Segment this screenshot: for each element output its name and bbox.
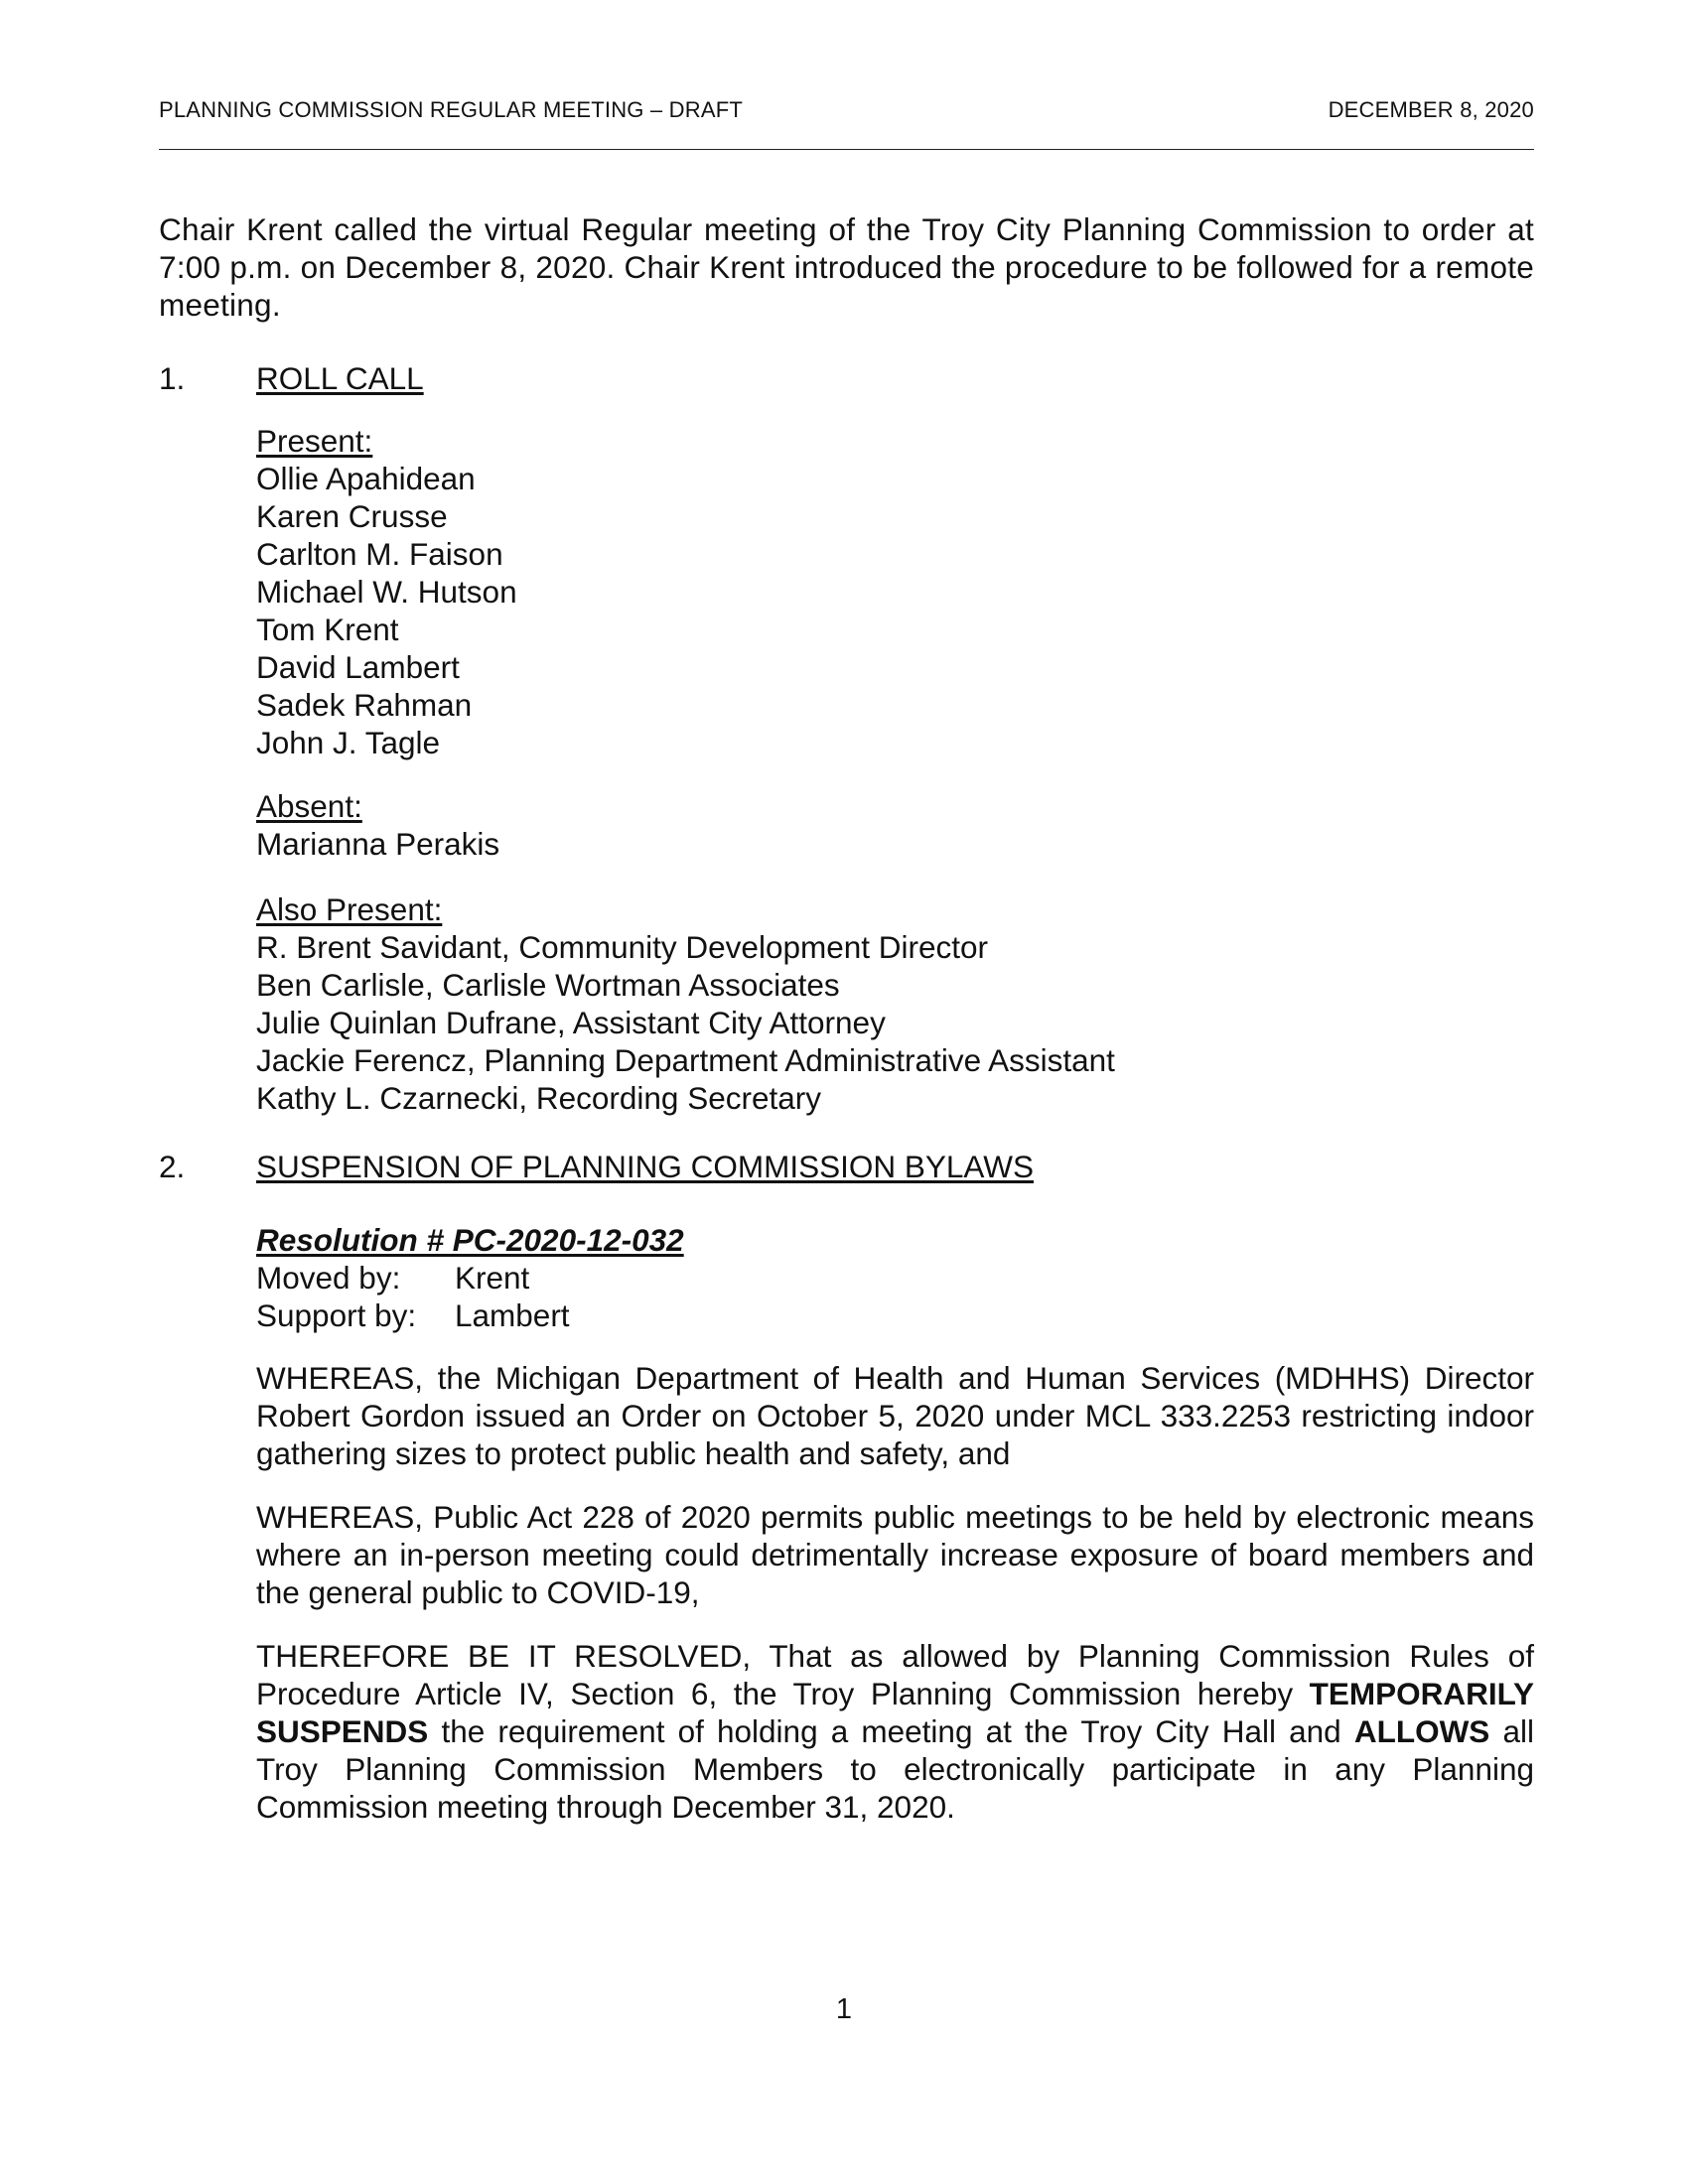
list-item: Tom Krent	[256, 612, 399, 647]
therefore-text-1: THEREFORE BE IT RESOLVED, That as allowed by Planning Commission Rules of Procedure Article IV, Section 6, the Troy Planning Commission hereby	[256, 1638, 1534, 1711]
list-item: Marianna Perakis	[256, 826, 500, 862]
list-item: Kathy L. Czarnecki, Recording Secretary	[256, 1080, 821, 1116]
list-item: Carlton M. Faison	[256, 536, 503, 572]
page-number: 1	[835, 1993, 853, 2025]
support-by-value: Lambert	[455, 1297, 570, 1333]
list-item: John J. Tagle	[256, 725, 441, 760]
absent-label: Absent:	[256, 788, 362, 824]
whereas-paragraph-2: WHEREAS, Public Act 228 of 2020 permits public meetings to be held by electronic means where an in-person meeting could detrimentally increase exposure of board members and the general public to COVID-19,	[256, 1499, 1534, 1610]
present-label: Present:	[256, 423, 373, 459]
section-2-number: 2.	[159, 1149, 186, 1184]
support-by-label: Support by:	[256, 1297, 417, 1333]
present-list	[256, 422, 1534, 761]
therefore-paragraph	[256, 1637, 1534, 1826]
list-item: Karen Crusse	[256, 498, 448, 534]
list-item: Ollie Apahidean	[256, 461, 476, 496]
support-by	[256, 1297, 570, 1334]
absent-list	[256, 787, 1534, 863]
section-1-number: 1.	[159, 360, 186, 396]
list-item: David Lambert	[256, 649, 460, 685]
list-item: Ben Carlisle, Carlisle Wortman Associates	[256, 967, 840, 1003]
also-present-label: Also Present:	[256, 891, 443, 927]
whereas-paragraph-1: WHEREAS, the Michigan Department of Health and Human Services (MDHHS) Director Robert Gordon issued an Order on October 5, 2020 under MCL 333.2253 restricting indoor gathering sizes to protect public health and safety, and	[256, 1360, 1534, 1471]
moved-by-label: Moved by:	[256, 1260, 401, 1296]
therefore-text-2: the requirement of holding a meeting at the Troy City Hall and	[428, 1713, 1354, 1749]
header-date: DECEMBER 8, 2020	[1328, 97, 1534, 122]
section-2-title: SUSPENSION OF PLANNING COMMISSION BYLAWS	[256, 1149, 1034, 1184]
resolution-number: Resolution # PC-2020-12-032	[256, 1222, 684, 1258]
list-item: Michael W. Hutson	[256, 574, 517, 610]
intro-paragraph: Chair Krent called the virtual Regular meeting of the Troy City Planning Commission to order at 7:00 p.m. on December 8, 2020. Chair Krent introduced the procedure to be followed for a remote meeting.	[159, 211, 1534, 323]
moved-by	[256, 1259, 529, 1297]
list-item: Sadek Rahman	[256, 687, 473, 723]
list-item: R. Brent Savidant, Community Development Director	[256, 929, 989, 965]
header-title: PLANNING COMMISSION REGULAR MEETING – DRAFT	[159, 97, 744, 122]
therefore-text-3: all Troy Planning Commission Members to electronically participate in any Planning Commission meeting through December 31, 2020.	[256, 1713, 1534, 1825]
list-item: Jackie Ferencz, Planning Department Administrative Assistant	[256, 1042, 1115, 1078]
therefore-bold-2: ALLOWS	[1353, 1713, 1490, 1749]
section-1-title: ROLL CALL	[256, 360, 424, 396]
therefore-bold-1: TEMPORARILY SUSPENDS	[256, 1676, 1534, 1749]
moved-by-value: Krent	[455, 1260, 530, 1296]
list-item: Julie Quinlan Dufrane, Assistant City Attorney	[256, 1005, 886, 1040]
header-rule	[159, 149, 1534, 150]
also-present-list	[256, 890, 1534, 1117]
